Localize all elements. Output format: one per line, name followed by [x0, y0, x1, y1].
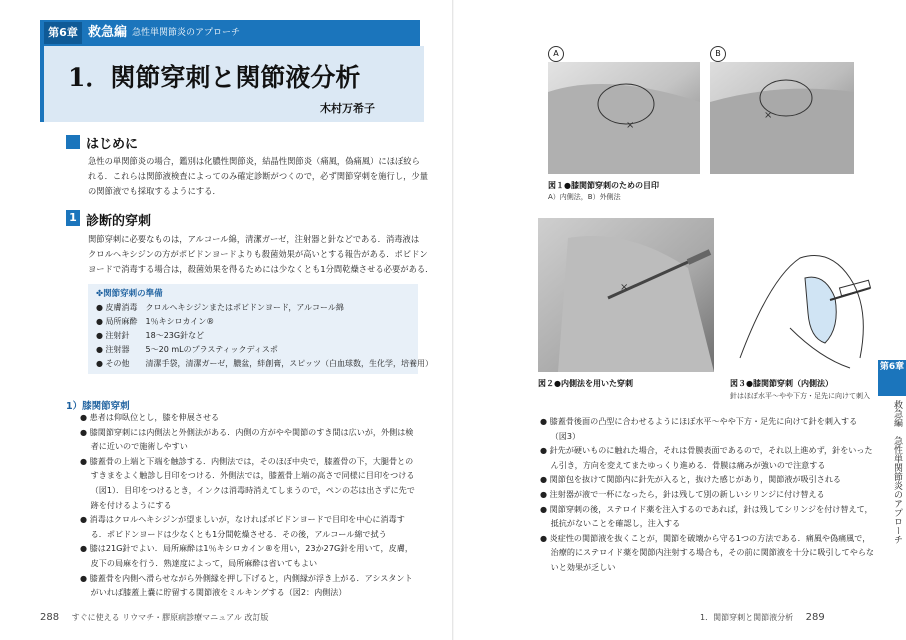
intro-heading: はじめに [86, 137, 139, 152]
bullet-line: ● 関節包を抜けて関節内に針先が入ると，抜けた感じがあり，関節液が吸引される [540, 474, 842, 485]
prep-value: クロルヘキシジンまたはポビドンヨード，アルコール綿 [145, 303, 344, 312]
bullet-line: 皮下の局麻を行う．熟達度によって，局所麻酔は省いてもよい [80, 557, 318, 568]
bullet-line: 抵抗がないことを確認し，注入する [540, 518, 681, 529]
footer-left [40, 612, 268, 623]
prep-row: ● その他 清潔手袋，清潔ガーゼ，膿盆，絆創膏，スピッツ（白血球数，生化学，培養用） [96, 359, 433, 368]
knee-photo-lateral [710, 62, 854, 174]
spread-gutter [452, 0, 454, 640]
intro-line: れる．これらは関節液検査によってのみ確定診断がつくので，必ず関節穿刺を施行し，少量 [88, 171, 429, 181]
page-number: 288 [40, 612, 60, 623]
bullet-line: ● 膝は21G針でよい．局所麻酔は1％キシロカイン®を用い，23か27G針を用いて，皮膚， [80, 543, 413, 554]
prep-value: 1％キシロカイン® [145, 317, 215, 326]
prep-row: ● 注射器 5～20 mLのプラスティックディスポ [96, 345, 278, 354]
section1-paragraph [88, 232, 433, 277]
page-title: 1．関節穿刺と関節液分析 [68, 63, 361, 92]
prep-value: 清潔手袋，清潔ガーゼ，膿盆，絆創膏，スピッツ（白血球数，生化学，培養用） [145, 359, 433, 368]
bullet-line: ● 膝蓋骨の上端と下端を触診する．内側法では，そのほぼ中央で，膝蓋骨の下，大腿骨との [80, 455, 414, 466]
section-marker [66, 135, 80, 149]
prep-key: 局所麻酔 [105, 317, 138, 326]
subsection-heading: 1）膝関節穿刺 [66, 401, 130, 412]
book-title: すぐに使える リウマチ・膠原病診療マニュアル 改訂版 [71, 613, 269, 622]
puncture-photo [538, 218, 714, 372]
intro-paragraph [88, 154, 428, 199]
svg-text:×: × [626, 120, 635, 131]
bullet-line: （図1）．目印をつけるとき，インクは消毒時消えてしまうので，ペンの芯は出さずに先で [80, 484, 415, 495]
bullet-line: ん引き，方向を変えてまたゆっくり進める．骨膜は痛みが強いので注意する [540, 459, 826, 470]
prep-value: 5～20 mLのプラスティックディスポ [145, 345, 278, 354]
svg-text:×: × [620, 282, 629, 293]
knee-photo-medial [548, 62, 700, 174]
prep-key: 注射針 [105, 331, 130, 340]
chapter-subtitle: 急性単関節炎のアプローチ [132, 28, 241, 38]
section-number: 1 [66, 210, 80, 226]
section1-line: ヨードで消毒する場合は，殺菌効果を得るためには少なくとも1分間乾燥させる必要がある． [88, 264, 434, 274]
figure-label-a: A [548, 46, 564, 62]
bullet-line: ● 膝関節穿刺には内側法と外側法がある．内側の方がやや関節のすき間は広いが，外側は検 [80, 426, 414, 437]
svg-text:×: × [764, 110, 773, 121]
knee-diagram [730, 218, 876, 372]
section1-line: クロルヘキシジンの方がポビドンヨードよりも殺菌効果が高いとする報告がある．ポビドン [88, 249, 428, 259]
prep-row: ● 局所麻酔 1％キシロカイン® [96, 317, 215, 326]
bullet-line: 者に近いので施術しやすい [80, 441, 188, 452]
chapter-badge: 第6章 [44, 22, 82, 44]
figure1-caption: 図１●膝関節穿刺のための目印 [548, 181, 659, 190]
author: 木村万希子 [320, 102, 375, 115]
bullet-line: ● 関節穿刺の後，ステロイド薬を注入するのであれば，針は残してシリンジを付け替えて， [540, 503, 873, 514]
prep-key: 注射器 [105, 345, 130, 354]
bullet-line: ● 膝蓋骨後面の凸型に合わせるようにほぼ水平～やや下方・足先に向けて針を刺入する [540, 416, 858, 426]
intro-line: の関節液でも採取するようにする． [88, 186, 221, 196]
bullet-line: （図3） [540, 430, 581, 441]
prep-key: 皮膚消毒 [105, 303, 138, 312]
bullet-line: ● 注射器が液で一杯になったら，針は残して別の新しいシリンジに付け替える [540, 488, 825, 499]
bullet-line: る．ポビドンヨードは少なくとも1分間乾燥させる．その後，アルコール綿で拭う [80, 528, 387, 539]
chapter-side-text: 救急編 急性単関節炎のアプローチ [892, 400, 902, 544]
intro-line: 急性の単関節炎の場合，鑑別は化膿性関節炎，結晶性関節炎（痛風，偽痛風）にほぼ絞ら [88, 156, 420, 166]
page-number: 289 [805, 612, 825, 623]
bullet-line: ● 針先が硬いものに触れた場合，それは骨膜表面であるので，それ以上進めず，針をいった [540, 445, 873, 456]
prep-row: ● 皮膚消毒 クロルヘキシジンまたはポビドンヨード，アルコール綿 [96, 303, 344, 312]
bullet-line: すきまをよく触診し目印をつける．外側法では，膝蓋骨上端の高さで同様に目印をつける [80, 470, 415, 481]
chapter-side-tab: 第6章 [878, 360, 906, 396]
prep-title: ✤関節穿刺の準備 [96, 289, 163, 299]
figure2-caption: 図２●内側法を用いた穿刺 [538, 379, 633, 388]
prep-key: その他 [105, 359, 130, 368]
figure3-caption: 図３●膝関節穿刺（内側法） [730, 379, 833, 388]
figure3-subcaption: 針はほぼ水平～やや下方・足先に向けて刺入 [730, 392, 870, 400]
prep-list [96, 302, 433, 372]
figure1-subcaption: A）内側法，B）外側法 [548, 193, 621, 201]
bullet-line: ● 炎症性の関節液を抜くことが，関節を破壊から守る1つの方法である．痛風や偽痛風で， [540, 532, 871, 543]
section1-heading: 診断的穿刺 [86, 214, 152, 229]
bullet-line: 治療的にステロイド薬を関節内注射する場合も，その前に関節液を十分に吸引してやらな [540, 547, 875, 558]
figure-label-b: B [710, 46, 726, 62]
left-bullet-list [80, 410, 415, 600]
prep-value: 18～23G針など [145, 331, 205, 340]
bullet-line: がいれば膝蓋上嚢に貯留する関節液をミルキングする（図2：内側法） [80, 587, 347, 598]
bullet-line: ● 消毒はクロルヘキシジンが望ましいが，なければポビドンヨードで目印を中心に消毒す [80, 514, 405, 525]
bullet-line: 跡を付けるようにする [80, 499, 172, 510]
footer-right [700, 612, 825, 623]
bullet-line: ● 患者は仰臥位とし，膝を伸展させる [80, 412, 220, 422]
bullet-line: いと効果が乏しい [540, 561, 616, 572]
running-title: 1．関節穿刺と関節液分析 [700, 613, 794, 622]
section1-line: 関節穿刺に必要なものは，アルコール綿，清潔ガーゼ，注射器と針などである．消毒液は [88, 234, 420, 244]
prep-row: ● 注射針 18～23G針など [96, 331, 205, 340]
chapter-name: 救急編 [88, 25, 128, 40]
right-bullet-list [540, 414, 874, 575]
bullet-line: ● 膝蓋骨を内側へ滑らせながら外側縁を押し下げると，内側縁が浮き上がる．アシスタント [80, 572, 413, 583]
